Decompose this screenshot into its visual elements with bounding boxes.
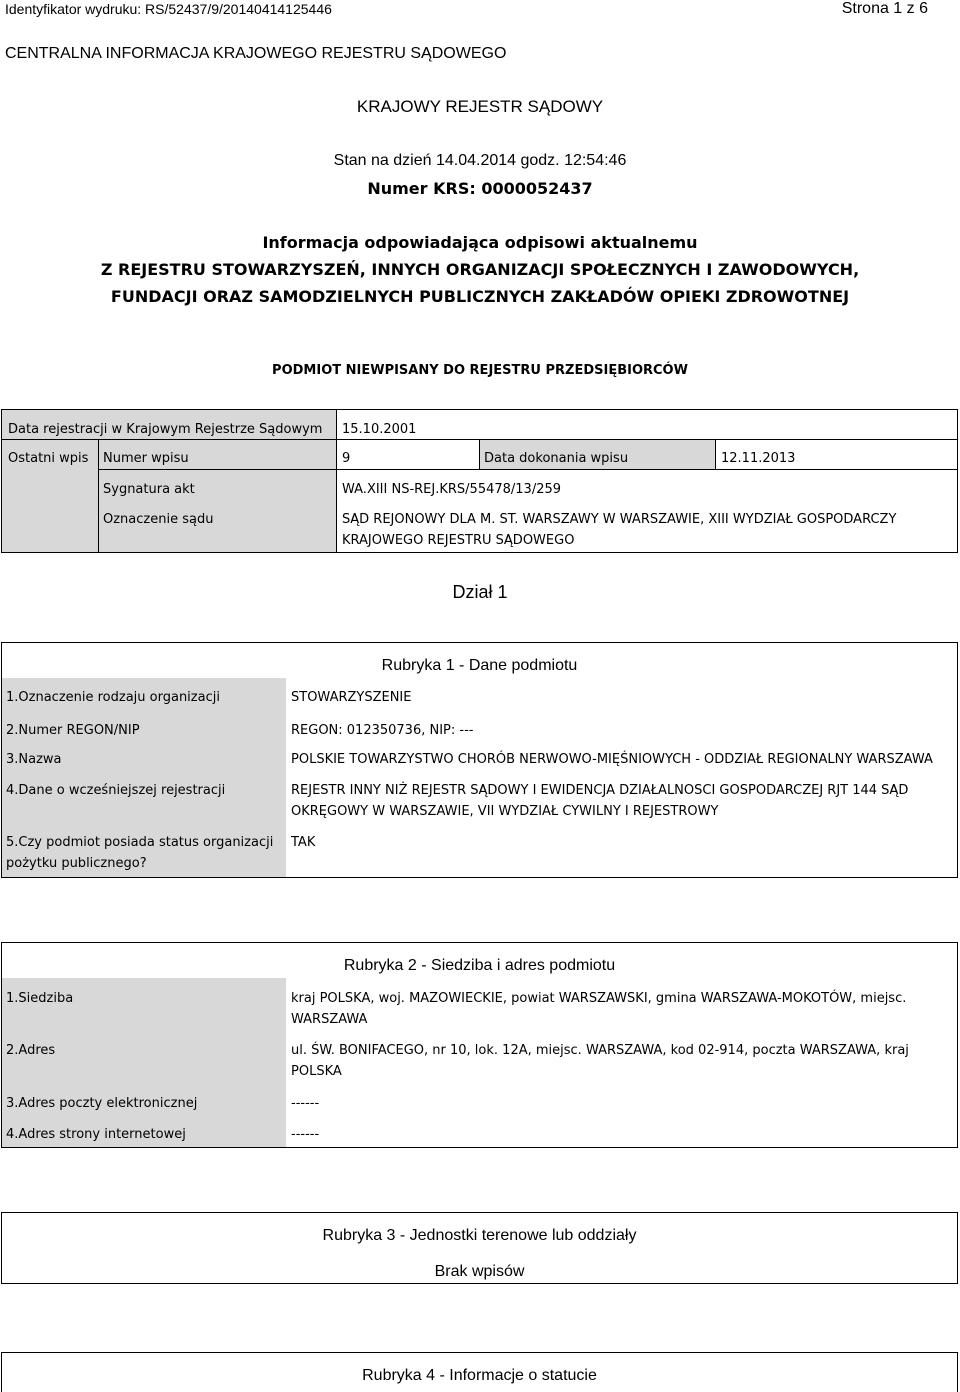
rubric-2-row-1-label: 1.Siedziba bbox=[6, 991, 74, 1006]
rubric-1-box bbox=[1, 642, 958, 878]
court-value-line-1: SĄD REJONOWY DLA M. ST. WARSZAWY W WARSZAWIE, XIII WYDZIAŁ GOSPODARCZY bbox=[342, 512, 897, 527]
register-line-2: FUNDACJI ORAZ SAMODZIELNYCH PUBLICZNYCH ZAKŁADÓW OPIEKI ZDROWOTNEJ bbox=[110, 287, 850, 306]
rubric-2-row-4-value: ------ bbox=[291, 1127, 320, 1142]
rubric-2-row-2-label: 2.Adres bbox=[6, 1043, 56, 1058]
rubric-2-row-4-label: 4.Adres strony internetowej bbox=[6, 1127, 186, 1142]
rubric-4-box bbox=[1, 1352, 958, 1392]
registry-title: KRAJOWY REJESTR SĄDOWY bbox=[356, 97, 604, 116]
rubric-1-row-5-label-line-2: pożytku publicznego? bbox=[6, 856, 147, 871]
entry-date-value-cell bbox=[716, 440, 957, 470]
rubric-2-row-2-value-line-2: POLSKA bbox=[291, 1064, 342, 1079]
not-registered-note: PODMIOT NIEWPISANY DO REJESTRU PRZEDSIĘBIORCÓW bbox=[272, 363, 688, 378]
entry-date-label: Data dokonania wpisu bbox=[484, 451, 629, 466]
rubric-1-title: Rubryka 1 - Dane podmiotu bbox=[381, 657, 578, 674]
registration-date-value: 15.10.2001 bbox=[342, 422, 417, 437]
rubric-1-row-3-label: 3.Nazwa bbox=[6, 752, 62, 767]
signature-label-cell bbox=[99, 470, 337, 552]
registration-date-label-cell bbox=[2, 410, 337, 440]
court-label: Oznaczenie sądu bbox=[103, 512, 214, 527]
entry-number-label-cell bbox=[99, 440, 337, 470]
krs-number: Numer KRS: 0000052437 bbox=[367, 179, 593, 198]
rubric-1-row-4-label: 4.Dane o wcześniejszej rejestracji bbox=[6, 783, 226, 798]
page-counter: Strona 1 z 6 bbox=[841, 0, 928, 17]
rubric-2-row-1-value-line-1: kraj POLSKA, woj. MAZOWIECKIE, powiat WARSZAWSKI, gmina WARSZAWA-MOKOTÓW, miejsc. bbox=[291, 991, 907, 1006]
rubric-2-row-3-label: 3.Adres poczty elektronicznej bbox=[6, 1096, 198, 1111]
signature-value: WA.XIII NS-REJ.KRS/55478/13/259 bbox=[342, 482, 562, 497]
info-line: Informacja odpowiadająca odpisowi aktualnemu bbox=[262, 233, 698, 252]
rubric-1-row-2-label: 2.Numer REGON/NIP bbox=[6, 723, 140, 738]
section-title: Dział 1 bbox=[452, 582, 508, 602]
rubric-1-row-2-value: REGON: 012350736, NIP: --- bbox=[291, 723, 474, 738]
registration-table bbox=[1, 409, 958, 553]
rubric-3-empty-note: Brak wpisów bbox=[434, 1263, 525, 1280]
rubric-2-row-3-value: ------ bbox=[291, 1096, 320, 1111]
rubric-2-title: Rubryka 2 - Siedziba i adres podmiotu bbox=[343, 957, 616, 974]
registration-date-label: Data rejestracji w Krajowym Rejestrze Sądowym bbox=[8, 422, 323, 437]
last-entry-label: Ostatni wpis bbox=[8, 451, 89, 466]
rubric-2-row-2-value-line-1: ul. ŚW. BONIFACEGO, nr 10, lok. 12A, miejsc. WARSZAWA, kod 02-914, poczta WARSZAWA, kraj bbox=[291, 1043, 909, 1058]
rubric-1-row-5-value: TAK bbox=[291, 835, 316, 850]
rubric-1-row-5-label-line-1: 5.Czy podmiot posiada status organizacji bbox=[6, 835, 274, 850]
state-date: Stan na dzień 14.04.2014 godz. 12:54:46 bbox=[333, 152, 627, 169]
entry-number-label: Numer wpisu bbox=[103, 451, 189, 466]
register-line-1: Z REJESTRU STOWARZYSZEŃ, INNYCH ORGANIZACJI SPOŁECZNYCH I ZAWODOWYCH, bbox=[100, 260, 860, 279]
rubric-1-row-3-value: POLSKIE TOWARZYSTWO CHORÓB NERWOWO-MIĘŚNIOWYCH - ODDZIAŁ REGIONALNY WARSZAWA bbox=[291, 752, 933, 767]
rubric-3-title: Rubryka 3 - Jednostki terenowe lub oddziały bbox=[322, 1227, 637, 1244]
rubric-2-row-1-value-line-2: WARSZAWA bbox=[291, 1012, 368, 1027]
rubric-1-row-4-value-line-2: OKRĘGOWY W WARSZAWIE, VII WYDZIAŁ CYWILNY I REJESTROWY bbox=[291, 804, 719, 819]
print-id: Identyfikator wydruku: RS/52437/9/20140414125446 bbox=[5, 1, 332, 17]
rubric-1-row-1-label: 1.Oznaczenie rodzaju organizacji bbox=[6, 690, 220, 705]
entry-number-value: 9 bbox=[342, 451, 351, 466]
registration-date-value-cell bbox=[337, 410, 957, 440]
rubric-4-title: Rubryka 4 - Informacje o statucie bbox=[362, 1367, 597, 1384]
rubric-1-row-4-value-line-1: REJESTR INNY NIŻ REJESTR SĄDOWY I EWIDENCJA DZIAŁALNOSCI GOSPODARCZEJ RJT 144 SĄD bbox=[291, 783, 909, 798]
signature-label: Sygnatura akt bbox=[103, 482, 195, 497]
rubric-2-box bbox=[1, 942, 958, 1148]
signature-court-values-cell bbox=[337, 470, 957, 552]
entry-date-label-cell bbox=[480, 440, 716, 470]
entry-date-value: 12.11.2013 bbox=[721, 451, 796, 466]
org-name: CENTRALNA INFORMACJA KRAJOWEGO REJESTRU SĄDOWEGO bbox=[5, 45, 507, 62]
rubric-3-box bbox=[1, 1212, 958, 1284]
rubric-1-row-1-value: STOWARZYSZENIE bbox=[291, 690, 412, 705]
court-value-line-2: KRAJOWEGO REJESTRU SĄDOWEGO bbox=[342, 533, 575, 548]
entry-number-value-cell bbox=[337, 440, 480, 470]
last-entry-label-cell bbox=[2, 440, 99, 552]
